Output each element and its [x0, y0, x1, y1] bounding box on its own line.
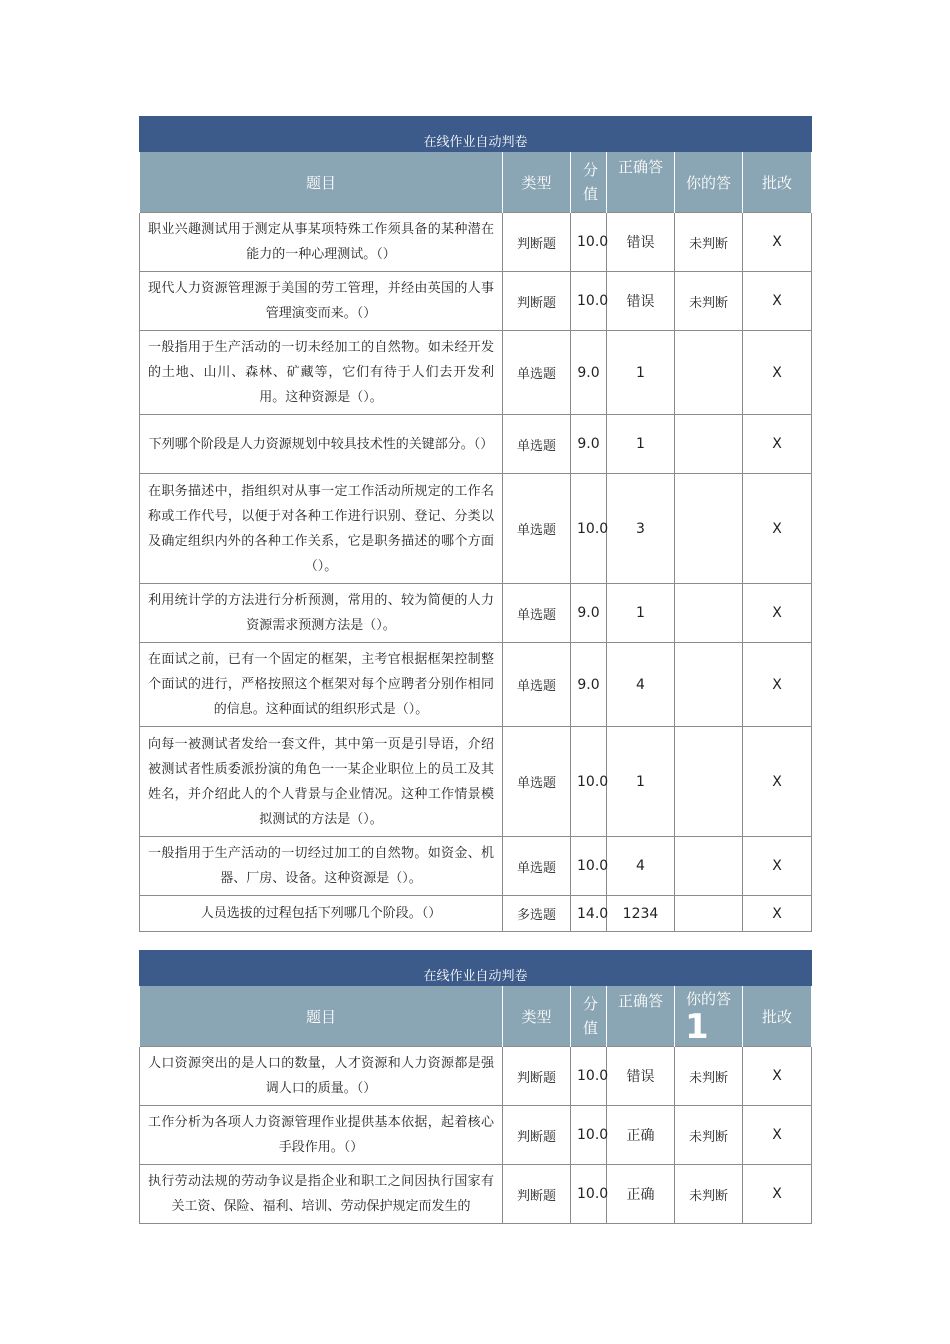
table-row	[140, 272, 812, 331]
your-answer-cell: 未判断	[675, 272, 743, 331]
header-type: 类型	[503, 986, 571, 1047]
type-cell: 判断题	[503, 1047, 571, 1106]
type-cell: 单选题	[503, 415, 571, 474]
your-answer-cell	[675, 331, 743, 415]
correct-answer-cell: 4	[607, 643, 675, 727]
question-cell: 执行劳动法规的劳动争议是指企业和职工之间因执行国家有关工资、保险、福利、培训、劳动保护规定而发生的	[140, 1165, 503, 1224]
table-row	[140, 1165, 812, 1224]
score-cell: 10.0	[571, 837, 607, 896]
question-cell: 职业兴趣测试用于测定从事某项特殊工作须具备的某种潜在能力的一种心理测试。（）	[140, 213, 503, 272]
header-question: 题目	[140, 986, 503, 1047]
score-cell: 9.0	[571, 331, 607, 415]
correct-answer-cell: 1	[607, 727, 675, 837]
type-cell: 判断题	[503, 1165, 571, 1224]
header-score: 分值	[571, 152, 607, 213]
table-row	[140, 1047, 812, 1106]
table-row	[140, 415, 812, 474]
score-cell: 10.0	[571, 474, 607, 584]
header-mark: 批改	[743, 152, 812, 213]
table-row	[140, 727, 812, 837]
mark-cell: X	[743, 727, 812, 837]
your-answer-cell	[675, 584, 743, 643]
type-cell: 判断题	[503, 1106, 571, 1165]
score-cell: 10.0	[571, 1165, 607, 1224]
correct-answer-cell: 3	[607, 474, 675, 584]
type-cell: 单选题	[503, 837, 571, 896]
score-cell: 10.0	[571, 213, 607, 272]
question-cell: 工作分析为各项人力资源管理作业提供基本依据，起着核心手段作用。（）	[140, 1106, 503, 1165]
header-question: 题目	[140, 152, 503, 213]
mark-cell: X	[743, 272, 812, 331]
grading-table-1	[139, 116, 812, 932]
score-cell: 9.0	[571, 584, 607, 643]
your-answer-cell	[675, 474, 743, 584]
score-cell: 10.0	[571, 1047, 607, 1106]
your-answer-cell	[675, 896, 743, 932]
header-score: 分值	[571, 986, 607, 1047]
type-cell: 单选题	[503, 474, 571, 584]
grading-table-2	[139, 950, 812, 1224]
page-number: 1	[685, 1007, 709, 1047]
mark-cell: X	[743, 837, 812, 896]
question-cell: 现代人力资源管理源于美国的劳工管理，并经由英国的人事管理演变而来。（）	[140, 272, 503, 331]
your-answer-cell: 未判断	[675, 213, 743, 272]
table-row	[140, 584, 812, 643]
mark-cell: X	[743, 1165, 812, 1224]
type-cell: 单选题	[503, 643, 571, 727]
header-type: 类型	[503, 152, 571, 213]
question-cell: 向每一被测试者发给一套文件，其中第一页是引导语，介绍被测试者性质委派扮演的角色一一某企业职位上的员工及其姓名，并介绍此人的个人背景与企业情况。这种工作情景模拟测试的方法是（）。	[140, 727, 503, 837]
your-answer-cell	[675, 837, 743, 896]
table-title: 在线作业自动判卷	[140, 951, 812, 986]
type-cell: 多选题	[503, 896, 571, 932]
correct-answer-cell: 1	[607, 331, 675, 415]
score-cell: 10.0	[571, 272, 607, 331]
mark-cell: X	[743, 643, 812, 727]
table-row	[140, 643, 812, 727]
table-row	[140, 331, 812, 415]
table-row	[140, 896, 812, 932]
correct-answer-cell: 1	[607, 415, 675, 474]
mark-cell: X	[743, 1047, 812, 1106]
question-cell: 人员选拔的过程包括下列哪几个阶段。（）	[140, 896, 503, 932]
correct-answer-cell: 1234	[607, 896, 675, 932]
mark-cell: X	[743, 896, 812, 932]
mark-cell: X	[743, 331, 812, 415]
header-your-answer: 你的答 1	[675, 986, 743, 1047]
correct-answer-cell: 正确	[607, 1106, 675, 1165]
your-answer-cell: 未判断	[675, 1047, 743, 1106]
your-answer-cell	[675, 643, 743, 727]
correct-answer-cell: 错误	[607, 1047, 675, 1106]
mark-cell: X	[743, 1106, 812, 1165]
your-answer-cell: 未判断	[675, 1106, 743, 1165]
your-answer-cell: 未判断	[675, 1165, 743, 1224]
question-cell: 一般指用于生产活动的一切未经加工的自然物。如未经开发的土地、山川、森林、矿藏等，它们有待于人们去开发利用。这种资源是（）。	[140, 331, 503, 415]
table-row	[140, 1106, 812, 1165]
score-cell: 10.0	[571, 727, 607, 837]
correct-answer-cell: 错误	[607, 272, 675, 331]
mark-cell: X	[743, 584, 812, 643]
mark-cell: X	[743, 474, 812, 584]
correct-answer-cell: 正确	[607, 1165, 675, 1224]
table-title: 在线作业自动判卷	[140, 117, 812, 152]
table-row	[140, 474, 812, 584]
type-cell: 判断题	[503, 213, 571, 272]
type-cell: 单选题	[503, 584, 571, 643]
question-cell: 人口资源突出的是人口的数量，人才资源和人力资源都是强调人口的质量。（）	[140, 1047, 503, 1106]
header-correct-answer: 正确答	[607, 152, 675, 213]
score-cell: 9.0	[571, 415, 607, 474]
question-cell: 一般指用于生产活动的一切经过加工的自然物。如资金、机器、厂房、设备。这种资源是（）。	[140, 837, 503, 896]
correct-answer-cell: 错误	[607, 213, 675, 272]
type-cell: 判断题	[503, 272, 571, 331]
your-answer-cell	[675, 415, 743, 474]
question-cell: 下列哪个阶段是人力资源规划中较具技术性的关键部分。（）	[140, 415, 503, 474]
score-cell: 9.0	[571, 643, 607, 727]
question-cell: 在面试之前，已有一个固定的框架，主考官根据框架控制整个面试的进行，严格按照这个框架对每个应聘者分别作相同的信息。这种面试的组织形式是（）。	[140, 643, 503, 727]
mark-cell: X	[743, 415, 812, 474]
type-cell: 单选题	[503, 727, 571, 837]
header-correct-answer: 正确答	[607, 986, 675, 1047]
header-mark: 批改	[743, 986, 812, 1047]
table-row	[140, 837, 812, 896]
header-your-answer: 你的答	[675, 152, 743, 213]
question-cell: 在职务描述中，指组织对从事一定工作活动所规定的工作名称或工作代号，以便于对各种工作进行识别、登记、分类以及确定组织内外的各种工作关系，它是职务描述的哪个方面（）。	[140, 474, 503, 584]
score-cell: 14.0	[571, 896, 607, 932]
correct-answer-cell: 1	[607, 584, 675, 643]
type-cell: 单选题	[503, 331, 571, 415]
score-cell: 10.0	[571, 1106, 607, 1165]
mark-cell: X	[743, 213, 812, 272]
your-answer-cell	[675, 727, 743, 837]
question-cell: 利用统计学的方法进行分析预测，常用的、较为简便的人力资源需求预测方法是（）。	[140, 584, 503, 643]
correct-answer-cell: 4	[607, 837, 675, 896]
table-row	[140, 213, 812, 272]
